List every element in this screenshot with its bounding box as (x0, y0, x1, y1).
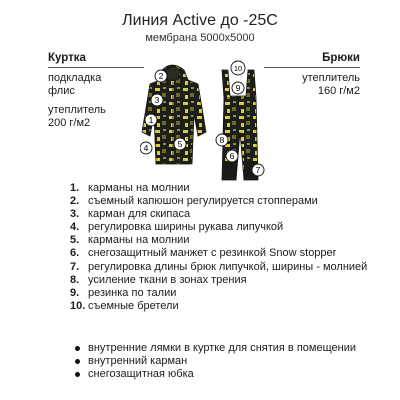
feature-item (70, 208, 370, 221)
feature-number: 3. (70, 208, 80, 221)
callout-5 (174, 138, 186, 150)
jacket-divider (48, 67, 144, 68)
feature-text: регулировка ширины рукава липучкой (88, 221, 284, 234)
feature-text: съемные бретели (88, 299, 179, 312)
jacket-lining-value: флис (48, 85, 75, 97)
jacket-specs (48, 52, 144, 130)
callout-8-label: 8 (219, 135, 225, 146)
jacket-insulation-value: 200 г/м2 (48, 117, 91, 129)
feature-item (70, 287, 370, 300)
extra-feature-text: снегозащитная юбка (88, 368, 194, 381)
pants-divider (264, 67, 360, 68)
callout-1 (145, 114, 157, 126)
extra-feature-item (70, 355, 370, 368)
bullet-icon (75, 359, 80, 364)
feature-text: усиление ткани в зонах трения (88, 273, 247, 286)
feature-number: 1. (70, 182, 80, 194)
pants-insulation-value: 160 г/м2 (317, 85, 360, 97)
feature-number: 10. (70, 299, 86, 312)
feature-text: карманы на молнии (88, 234, 190, 247)
extra-feature-item (70, 368, 370, 381)
callout-4 (140, 142, 152, 154)
pants-heading: Брюки (322, 52, 360, 64)
feature-item (70, 234, 370, 247)
callout-9 (232, 82, 244, 94)
extra-feature-item (70, 342, 370, 355)
feature-text: резинка по талии (88, 286, 177, 299)
extra-feature-text: внутренний карман (88, 355, 188, 368)
callout-6 (226, 150, 238, 162)
feature-text: снегозащитный манжет с резинкой Snow stopper (88, 247, 337, 260)
feature-number: 5. (70, 234, 80, 247)
pants-specs (264, 52, 360, 98)
feature-text: съемный капюшон регулируется стопперами (88, 195, 318, 208)
callout-6-label: 6 (229, 151, 235, 162)
feature-number: 2. (70, 195, 80, 208)
feature-item (70, 182, 370, 195)
feature-number: 6. (70, 247, 80, 260)
feature-list (70, 182, 370, 313)
callout-3 (151, 94, 163, 106)
callout-1-label: 1 (148, 115, 154, 126)
feature-number: 9. (70, 286, 80, 299)
pants-insulation-label: утеплитель (302, 72, 360, 84)
callout-10 (231, 61, 245, 75)
product-illustration (140, 58, 270, 188)
feature-text: карманы на молнии (88, 182, 190, 194)
bullet-icon (75, 372, 80, 377)
feature-item (70, 300, 370, 313)
jacket-lining-label: подкладка (48, 72, 102, 84)
feature-item (70, 274, 370, 287)
callout-3-label: 3 (154, 95, 160, 106)
callout-9-label: 9 (235, 83, 241, 94)
callout-8 (216, 134, 228, 146)
feature-number: 4. (70, 221, 80, 234)
page-subtitle: мембрана 5000х5000 (145, 32, 255, 44)
feature-item (70, 221, 370, 234)
feature-number: 7. (70, 260, 80, 273)
callout-2-label: 2 (158, 71, 164, 82)
callout-7 (252, 164, 264, 176)
feature-number: 8. (70, 273, 80, 286)
bullet-icon (75, 346, 80, 351)
jacket-insulation-label: утеплитель (48, 104, 106, 116)
jacket-heading: Куртка (48, 52, 86, 64)
page-title: Линия Active до -25С (122, 12, 278, 29)
callout-7-label: 7 (255, 165, 261, 176)
feature-text: карман для скипаса (88, 208, 191, 221)
callout-4-label: 4 (143, 143, 149, 154)
feature-item (70, 195, 370, 208)
callout-5-label: 5 (177, 139, 183, 150)
feature-item (70, 261, 370, 274)
suit-image (140, 58, 270, 188)
extra-features-list (70, 342, 370, 381)
feature-item (70, 247, 370, 260)
extra-feature-text: внутренние лямки в куртке для снятия в помещении (88, 342, 356, 354)
callout-10-label: 10 (233, 64, 243, 73)
callout-2 (155, 70, 167, 82)
feature-text: регулировка длины брюк липучкой, ширины - молнией (88, 260, 368, 273)
